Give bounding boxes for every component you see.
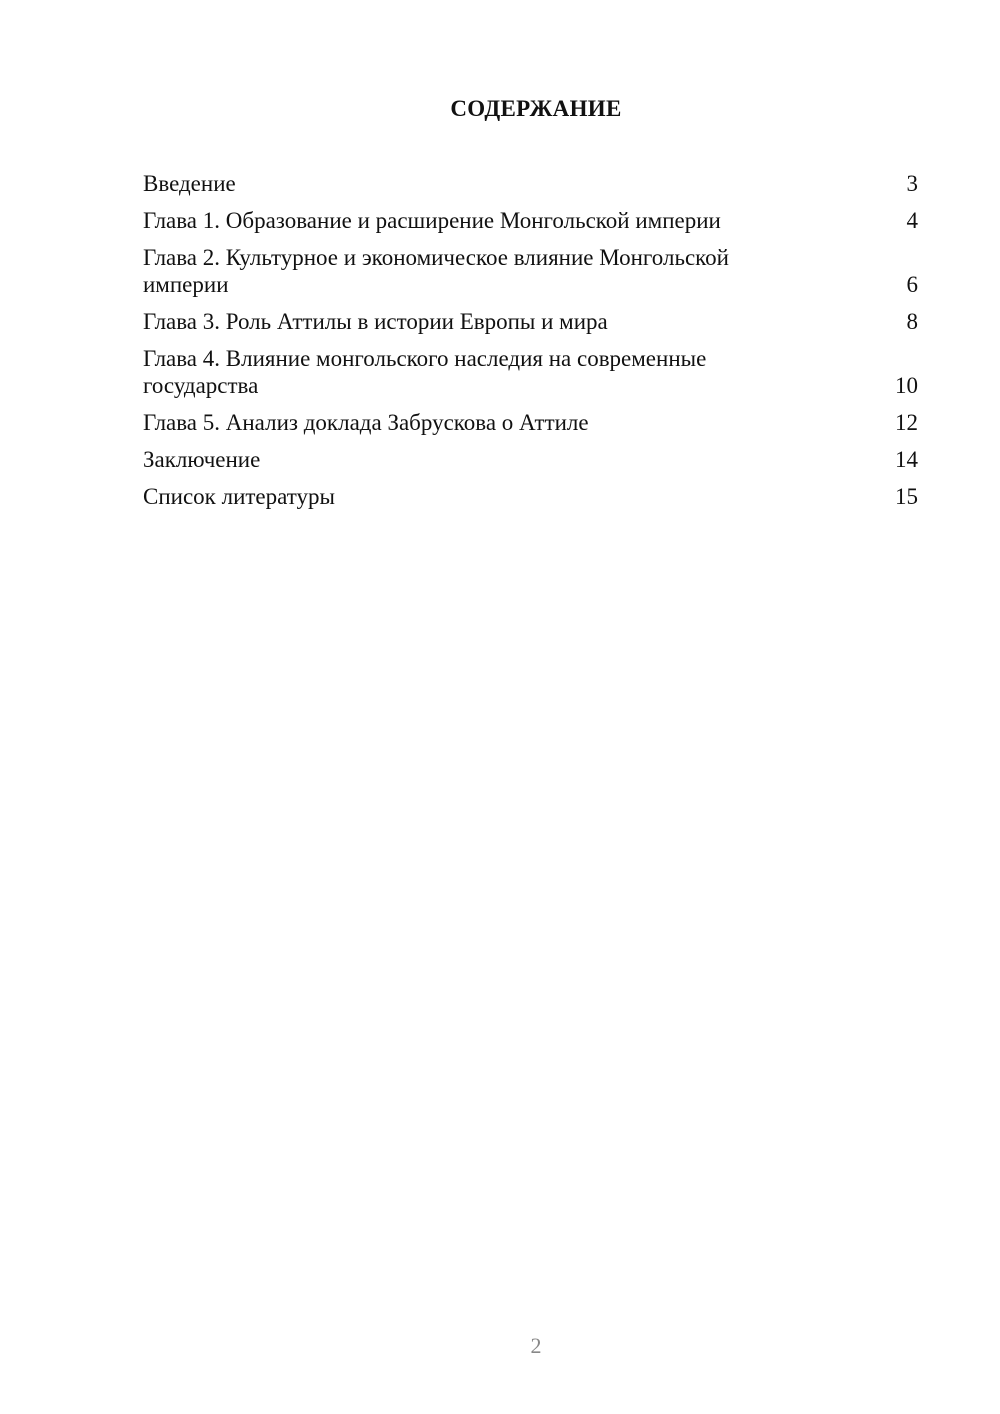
toc-entry-conclusion xyxy=(143,446,918,473)
toc-entry-page: 3 xyxy=(906,171,918,196)
page-title: СОДЕРЖАНИЕ xyxy=(450,96,622,121)
toc-entry-page: 15 xyxy=(895,484,918,509)
toc-entry-chapter-5 xyxy=(143,409,918,436)
toc-entry-title: Глава 2. Культурное и экономическое влияние Монгольской империи xyxy=(143,245,729,297)
table-of-contents xyxy=(143,170,918,520)
toc-entry-references xyxy=(143,483,918,510)
toc-entry-page: 6 xyxy=(906,272,918,297)
toc-entry-chapter-1 xyxy=(143,207,918,234)
toc-entry-title: Введение xyxy=(143,171,236,196)
toc-entry-introduction xyxy=(143,170,918,197)
toc-entry-chapter-4 xyxy=(143,345,918,399)
toc-entry-page: 4 xyxy=(906,208,918,233)
toc-entry-title: Список литературы xyxy=(143,484,335,509)
toc-entry-title: Заключение xyxy=(143,447,261,472)
toc-entry-title: Глава 1. Образование и расширение Монгольской империи xyxy=(143,208,721,233)
toc-entry-title: Глава 4. Влияние монгольского наследия на современные государства xyxy=(143,346,707,398)
toc-entry-title: Глава 3. Роль Аттилы в истории Европы и мира xyxy=(143,309,608,334)
toc-entry-page: 8 xyxy=(906,309,918,334)
toc-entry-chapter-3 xyxy=(143,308,918,335)
page-number: 2 xyxy=(530,1333,542,1358)
toc-entry-page: 14 xyxy=(895,447,918,472)
toc-entry-page: 10 xyxy=(895,373,918,398)
toc-entry-page: 12 xyxy=(895,410,918,435)
toc-entry-title: Глава 5. Анализ доклада Забрускова о Аттиле xyxy=(143,410,589,435)
toc-entry-chapter-2 xyxy=(143,244,918,298)
